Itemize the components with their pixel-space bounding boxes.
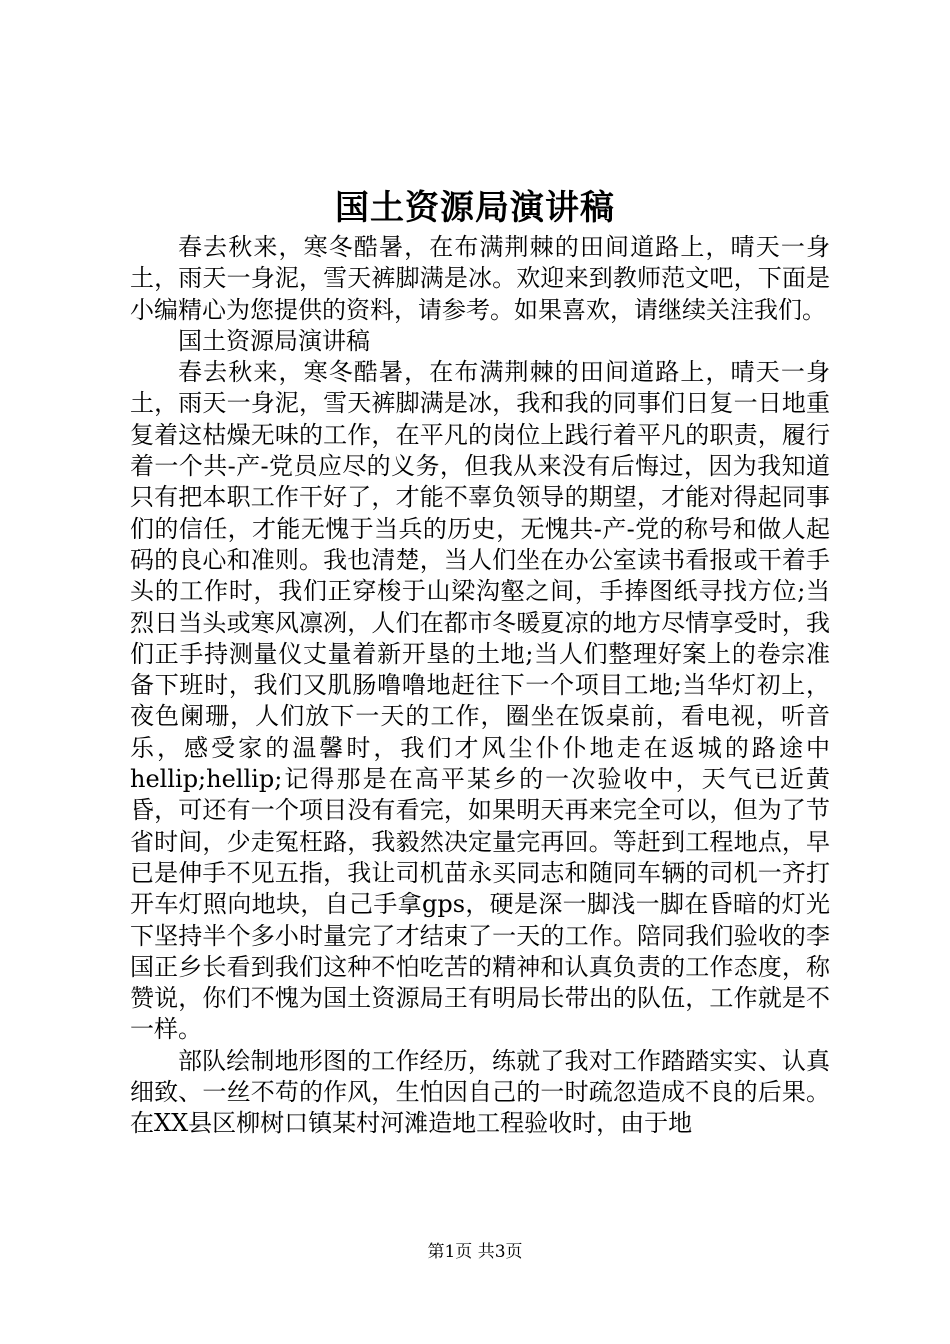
paragraph-continued: 部队绘制地形图的工作经历，练就了我对工作踏踏实实、认真细致、一丝不苟的作风，生怕因自己的一时疏忽造成不良的后果。在XX县区柳树口镇某村河滩造地工程验收时，由于地 [130, 1046, 830, 1138]
page-footer: 第1页 共3页 [427, 1242, 523, 1262]
document-body [130, 232, 830, 1140]
paragraph-subtitle: 国土资源局演讲稿 [178, 326, 370, 355]
document-title: 国土资源局演讲稿 [335, 188, 615, 228]
paragraph-intro: 春去秋来，寒冬酷暑，在布满荆棘的田间道路上，晴天一身土，雨天一身泥，雪天裤脚满是冰。欢迎来到教师范文吧，下面是小编精心为您提供的资料，请参考。如果喜欢，请继续关注我们。 [130, 233, 830, 324]
paragraph-main: 春去秋来，寒冬酷暑，在布满荆棘的田间道路上，晴天一身土，雨天一身泥，雪天裤脚满是冰，我和我的同事们日复一日地重复着这枯燥无味的工作，在平凡的岗位上践行着平凡的职责，履行着一个共-产-党员应尽的义务，但我从来没有后悔过，因为我知道只有把本职工作干好了，才能不辜负领导的期望，才能对得起同事们的信任，才能无愧于当兵的历史，无愧共-产-党的称号和做人起码的良心和准则。我也清楚，当人们坐在办公室读书看报或干着手头的工作时，我们正穿梭于山梁沟壑之间，手捧图纸寻找方位;当烈日当头或寒风凛冽，人们在都市冬暖夏凉的地方尽情享受时，我们正手持测量仪丈量着新开垦的土地;当人们整理好案上的卷宗准备下班时，我们又肌肠噜噜地赶往下一个项目工地;当华灯初上，夜色阑珊，人们放下一天的工作，圈坐在饭桌前，看电视，听音乐，感受家的温馨时，我们才风尘仆仆地走在返城的路途中hellip;hellip;记得那是在高平某乡的一次验收中，天气已近黄昏，可还有一个项目没有看完，如果明天再来完全可以，但为了节省时间，少走冤枉路，我毅然决定量完再回。等赶到工程地点，早已是伸手不见五指，我让司机苗永买同志和随同车辆的司机一齐打开车灯照向地块，自己手拿gps，硬是深一脚浅一脚在昏暗的灯光下坚持半个多小时量完了才结束了一天的工作。陪同我们验收的李国正乡长看到我们这种不怕吃苦的精神和认真负责的工作态度，称赞说，你们不愧为国土资源局王有明局长带出的队伍，工作就是不一样。 [130, 358, 830, 1044]
